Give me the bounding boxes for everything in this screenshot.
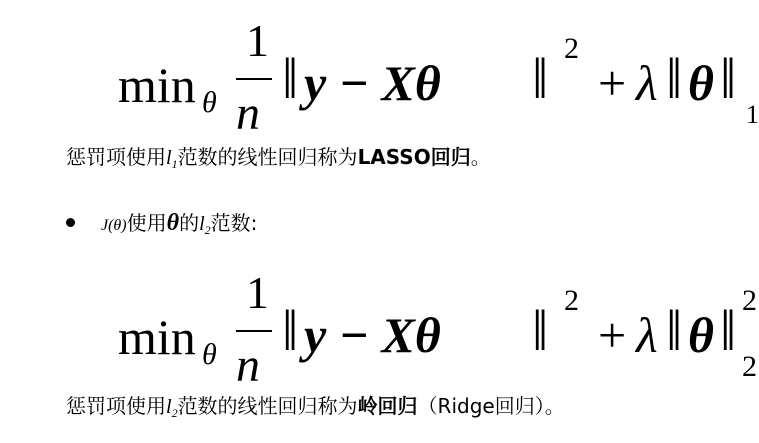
line3-mid: 范数的线性回归称为: [177, 394, 358, 418]
norm-open: ‖: [282, 46, 299, 111]
norm-close: ‖: [532, 298, 549, 363]
fraction-bar: [236, 78, 272, 80]
penalty-theta: θ: [688, 307, 714, 363]
line1-l-sub: 1: [171, 157, 178, 171]
line1-suffix: 。: [470, 145, 491, 169]
line3-prefix: 惩罚项使用: [66, 394, 166, 418]
min-subscript: θ: [202, 338, 217, 371]
norm-close: ‖: [532, 46, 549, 111]
fraction-numerator: 1: [246, 267, 269, 318]
lambda: λ: [636, 307, 658, 363]
line3-l-sub: 2: [171, 406, 178, 420]
plus-sign: +: [598, 55, 627, 111]
bullet-l-sub: 2: [204, 223, 211, 237]
residual-expression: y − Xθ: [304, 55, 441, 111]
min-operator: min: [118, 57, 196, 113]
min-operator: min: [118, 309, 196, 365]
fraction-denominator: n: [236, 87, 260, 140]
line1-mid: 范数的线性回归称为: [177, 145, 358, 169]
line3-suffix: （Ridge回归）。: [417, 394, 565, 418]
square-exponent: 2: [564, 284, 579, 317]
penalty-theta: θ: [688, 55, 714, 111]
bullet-dot-icon: [66, 218, 75, 227]
penalty-norm-open: ‖: [666, 298, 683, 363]
bullet-theta: θ: [166, 210, 180, 236]
line3-bold: 岭回归: [357, 394, 418, 418]
fraction-numerator: 1: [246, 15, 269, 66]
line1-bold: LASSO回归: [357, 145, 471, 169]
bullet-t1: 使用: [126, 211, 167, 235]
ridge-formula: [118, 267, 757, 392]
penalty-norm-close: ‖: [720, 298, 737, 363]
l1-subscript: 1: [746, 100, 759, 129]
bullet-t3: 范数:: [210, 211, 258, 235]
bullet-l: l: [199, 213, 205, 235]
line1-l: l: [166, 147, 172, 169]
residual-expression: y − Xθ: [304, 307, 441, 363]
penalty-norm-close: ‖: [720, 46, 737, 111]
ridge-description: [66, 390, 565, 421]
line3-l: l: [166, 396, 172, 418]
plus-sign: +: [598, 307, 627, 363]
lambda: λ: [636, 55, 658, 111]
j-theta: J(θ): [101, 217, 127, 234]
fraction-bar: [236, 330, 272, 332]
lasso-description: [66, 141, 491, 172]
bullet-t2: 的: [179, 211, 200, 235]
square-exponent: 2: [564, 32, 579, 65]
line1-prefix: 惩罚项使用: [66, 145, 166, 169]
norm-open: ‖: [282, 298, 299, 363]
fraction-denominator: n: [236, 339, 260, 392]
bullet-item: [66, 207, 257, 238]
l2-subscript: 2: [742, 350, 757, 383]
min-subscript: θ: [202, 86, 217, 119]
l2-superscript: 2: [742, 284, 757, 317]
penalty-norm-open: ‖: [666, 46, 683, 111]
lasso-formula: [118, 15, 759, 140]
